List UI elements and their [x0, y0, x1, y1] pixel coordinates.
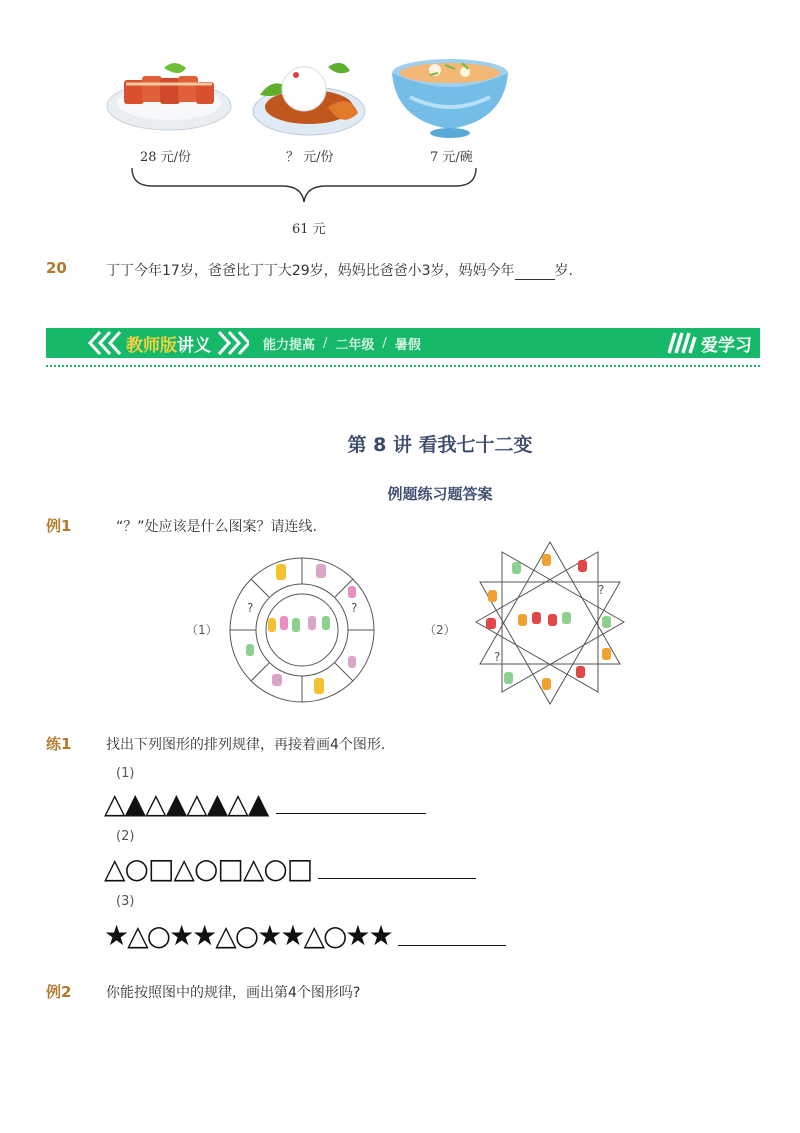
- exercise-1-item-3-sequence: [104, 920, 506, 952]
- figure-2-question-a: ?: [598, 583, 605, 597]
- banner-crumb-3: 暑假: [394, 337, 421, 353]
- chevron-right-icon: [215, 328, 249, 358]
- total-brace: [130, 166, 482, 206]
- figure-1-label: （1）: [186, 623, 218, 637]
- question-number-20: 20: [46, 259, 67, 277]
- banner-crumb-1: 能力提高: [263, 337, 316, 353]
- answer-line-1[interactable]: [276, 812, 426, 814]
- banner-logo: [667, 328, 752, 358]
- figure-1-question-a: ?: [247, 601, 254, 615]
- price-soup: 7 元/碗: [430, 150, 473, 165]
- shape-sequence-3: ★△○★★△○★★△○★★: [104, 919, 392, 952]
- figure-1-ring-diagram: [228, 556, 376, 704]
- price-rice: ？ 元/份: [286, 150, 334, 165]
- banner-crumb-2: 二年级: [335, 337, 375, 353]
- exercise-1-item-1-sequence: [104, 788, 426, 820]
- exercise-1-item-1-label: (1): [116, 766, 135, 781]
- question-20-text-before: 丁丁今年17岁，爸爸比丁丁大29岁，妈妈比爸爸小3岁，妈妈今年: [106, 263, 515, 279]
- shape-sequence-1: △▲△▲△▲△▲: [104, 787, 269, 820]
- figure-2-question-b: ?: [494, 650, 501, 664]
- price-total: 61 元: [292, 222, 326, 237]
- exercise-1-item-2-sequence: [104, 853, 476, 885]
- figure-2-star-diagram: [468, 538, 632, 708]
- exercise-1-item-3-label: (3): [116, 894, 135, 909]
- lecture-title: 第 8 讲 看我七十二变: [347, 434, 533, 456]
- logo-icon: [667, 331, 697, 355]
- banner-crumb-sep-2: /: [382, 335, 387, 351]
- exercise-1-text: 找出下列图形的排列规律，再接着画4个图形.: [106, 737, 386, 753]
- price-meat: 28 元/份: [140, 150, 192, 165]
- chevron-left-icon: [86, 328, 126, 358]
- figure-1-question-b: ?: [351, 601, 358, 615]
- answer-line-2[interactable]: [318, 877, 476, 879]
- exercise-1-label: 练1: [46, 735, 72, 753]
- answer-line-3[interactable]: [398, 944, 506, 946]
- example-2-text: 你能按照图中的规律，画出第4个图形吗?: [106, 985, 361, 1001]
- food-illustration-rice-dish: [250, 55, 368, 137]
- lecture-subtitle: 例题练习题答案: [387, 485, 493, 503]
- banner-label-1: 教师版: [126, 335, 177, 356]
- header-banner: [46, 328, 760, 358]
- banner-teacher-edition: [126, 331, 211, 356]
- example-1-label: 例1: [46, 517, 72, 535]
- example-2-label: 例2: [46, 983, 72, 1001]
- example-1-text: “？”处应该是什么图案？请连线.: [116, 519, 317, 535]
- exercise-1-item-2-label: (2): [116, 829, 135, 844]
- question-20-text: [106, 260, 573, 280]
- banner-label-2: 讲义: [177, 335, 211, 356]
- figure-2-label: （2）: [424, 623, 456, 637]
- logo-text: 爱学习: [701, 335, 752, 356]
- food-illustration-meat: [104, 58, 234, 133]
- question-20-text-after: 岁.: [554, 263, 573, 279]
- banner-dotted-rule: [46, 365, 760, 367]
- answer-blank[interactable]: [515, 265, 555, 280]
- food-illustration-soup: [390, 55, 510, 140]
- shape-sequence-2: △○□△○□△○□: [104, 852, 313, 885]
- banner-crumb-sep-1: /: [323, 335, 328, 351]
